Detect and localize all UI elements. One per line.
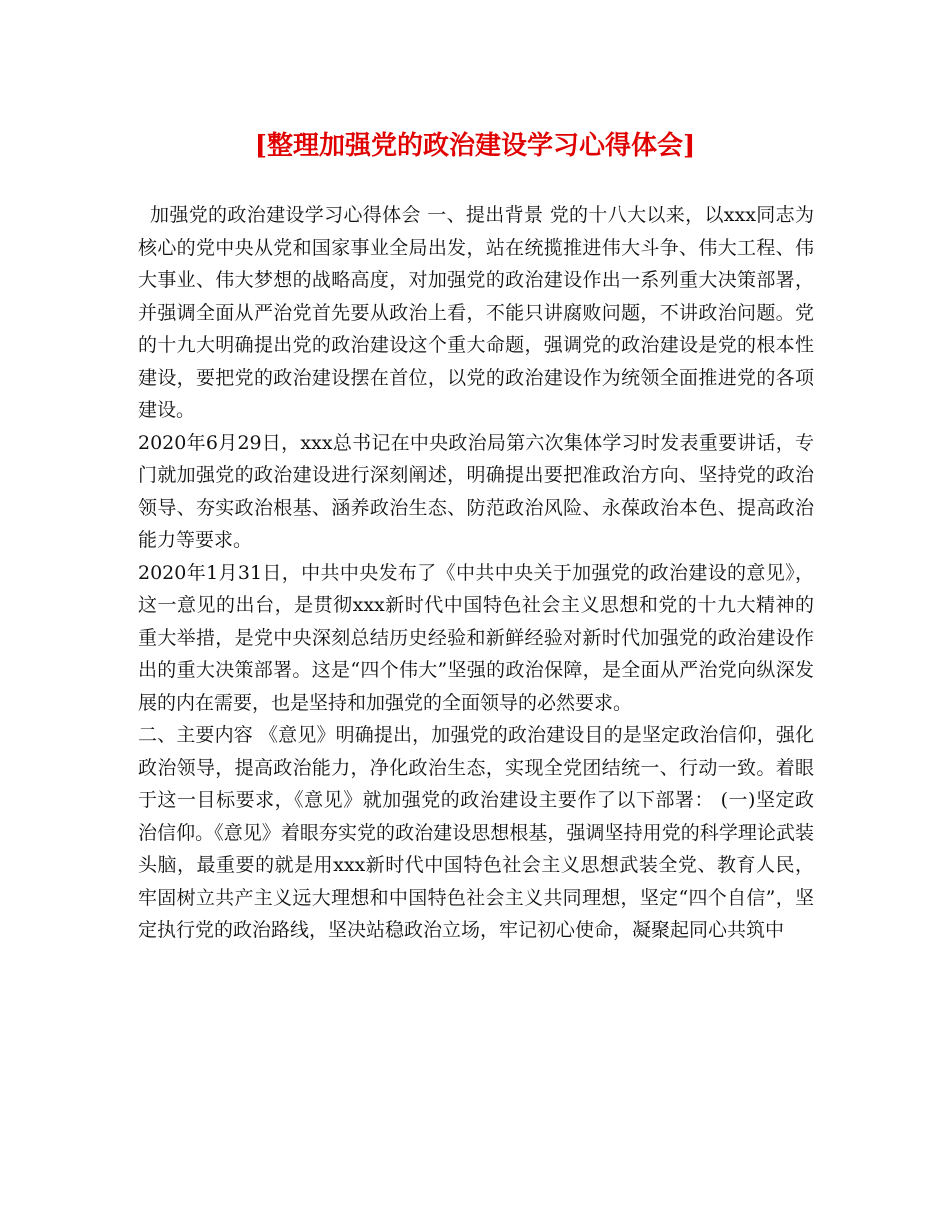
document-body (138, 199, 814, 947)
paragraph-opinion: 2020年1月31日，中共中央发布了《中共中央关于加强党的政治建设的意见》，这一意见的出台，是贯彻xxx新时代中国特色社会主义思想和党的十九大精神的重大举措，是党中央深刻总结历史经验和新鲜经验对新时代加强党的政治建设作出的重大决策部署。这是“四个伟大”坚强的政治保障，是全面从严治党向纵深发展的内在需要，也是坚持和加强党的全面领导的必然要求。 (138, 561, 814, 714)
document-title: [整理加强党的政治建设学习心得体会] (254, 131, 696, 161)
paragraph-speech: 2020年6月29日，xxx总书记在中央政治局第六次集体学习时发表重要讲话，专门就加强党的政治建设进行深刻阐述，明确提出要把准政治方向、坚持党的政治领导、夯实政治根基、涵养政治生态、防范政治风险、永葆政治本色、提高政治能力等要求。 (138, 431, 814, 551)
paragraph-background: 加强党的政治建设学习心得体会 一、提出背景 党的十八大以来，以xxx同志为核心的党中央从党和国家事业全局出发，站在统揽推进伟大斗争、伟大工程、伟大事业、伟大梦想的战略高度，对加强党的政治建设作出一系列重大决策部署，并强调全面从严治党首先要从政治上看，不能只讲腐败问题，不讲政治问题。党的十九大明确提出党的政治建设这个重大命题，强调党的政治建设是党的根本性建设，要把党的政治建设摆在首位，以党的政治建设作为统领全面推进党的各项建设。 (138, 204, 814, 421)
paragraph-main-content: 二、主要内容 《意见》明确提出，加强党的政治建设目的是坚定政治信仰，强化政治领导，提高政治能力，净化政治生态，实现全党团结统一、行动一致。着眼于这一目标要求，《意见》就加强党的政治建设主要作了以下部署： (一)坚定政治信仰。《意见》着眼夯实党的政治建设思想根基，强调坚持用党的科学理论武装头脑，最重要的就是用xxx新时代中国特色社会主义思想武装全党、教育人民，牢固树立共产主义远大理想和中国特色社会主义共同理想，坚定“四个自信”，坚定执行党的政治路线，坚决站稳政治立场，牢记初心使命，凝聚起同心共筑中 (138, 724, 814, 941)
